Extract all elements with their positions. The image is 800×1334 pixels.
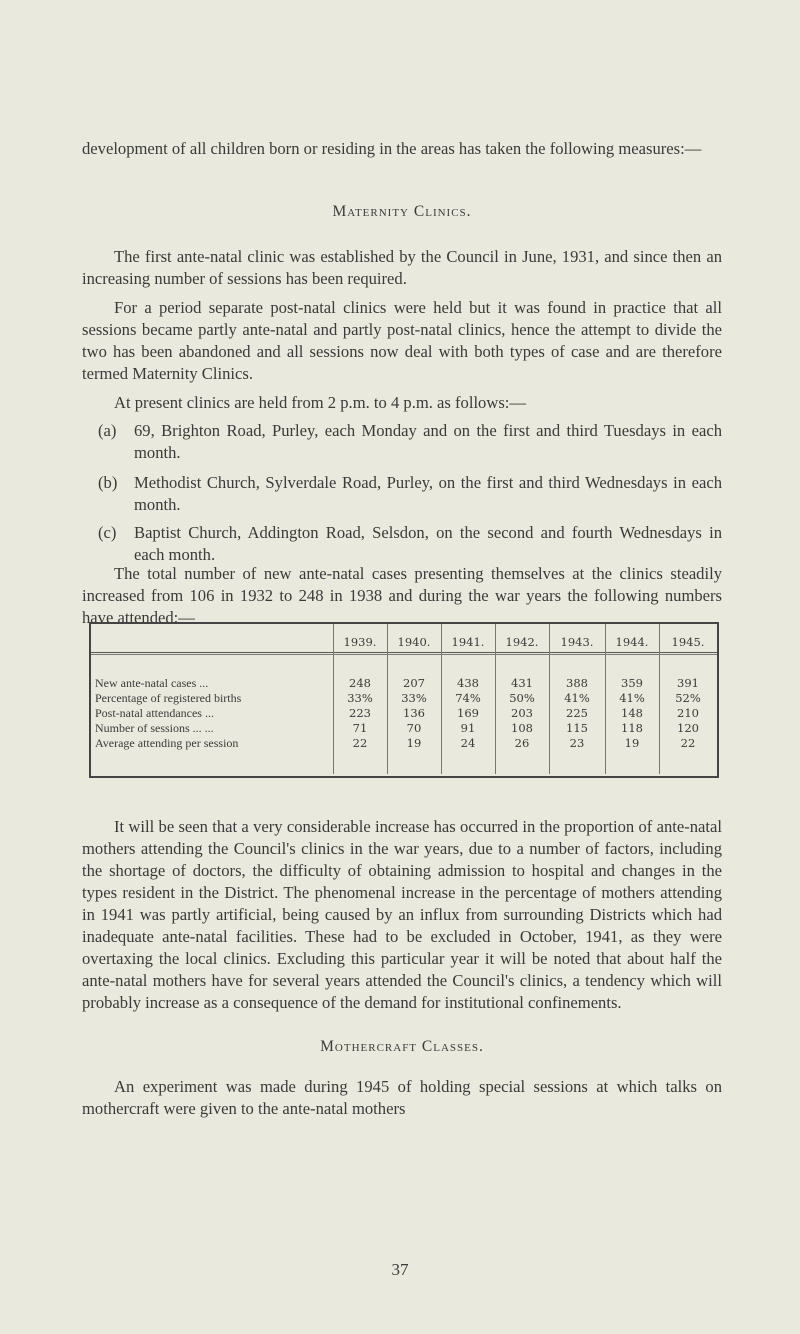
- table-top-rule: [89, 622, 719, 624]
- table-cell: 41%: [619, 691, 645, 705]
- table-cell: 71: [352, 721, 368, 735]
- table-header-rule: [91, 652, 717, 653]
- mothercraft-classes-heading: Mothercraft Classes.: [320, 1038, 484, 1055]
- table-cell: 225: [566, 706, 588, 720]
- table-cell: 431: [511, 676, 533, 690]
- table-cell: 359: [621, 676, 643, 690]
- table-cell: 118: [621, 721, 643, 735]
- table-cell: 70: [406, 721, 422, 735]
- intro-paragraph: development of all children born or residing in the areas has taken the following measures:—: [82, 139, 702, 158]
- row-label-post-natal: Post-natal attendances ...: [95, 706, 214, 720]
- clinic-list-item: [98, 472, 722, 516]
- maternity-clinics-heading: Maternity Clinics.: [332, 203, 472, 220]
- table-cell: 169: [457, 706, 479, 720]
- table-cell: 74%: [455, 691, 481, 705]
- table-cell: 33%: [401, 691, 427, 705]
- clinic-list-item: [98, 522, 722, 566]
- clinic-item-text: Methodist Church, Sylverdale Road, Purley, on the first and third Wednesdays in each month.: [134, 473, 722, 514]
- paragraph-clinic-times: At present clinics are held from 2 p.m. to 4 p.m. as follows:—: [114, 393, 526, 412]
- table-cell: 388: [566, 676, 588, 690]
- table-cell: 26: [514, 736, 530, 750]
- table-cell: 391: [677, 676, 699, 690]
- clinic-item-label: (b): [98, 473, 118, 492]
- table-cell: 33%: [347, 691, 373, 705]
- table-cell: 19: [406, 736, 422, 750]
- table-cell: 108: [511, 721, 533, 735]
- year-header: 1941.: [451, 635, 485, 649]
- table-cell: 22: [352, 736, 368, 750]
- table-bottom-rule: [89, 776, 719, 778]
- table-cell: 148: [621, 706, 643, 720]
- attendance-table: [89, 622, 719, 778]
- table-cell: 438: [457, 676, 479, 690]
- table-cell: 50%: [509, 691, 535, 705]
- paragraph-mothercraft: An experiment was made during 1945 of holding special sessions at which talks on mothercraft were given to the ante-natal mothers: [82, 1077, 722, 1118]
- table-cell: 207: [403, 676, 425, 690]
- year-header: 1942.: [505, 635, 539, 649]
- row-label-average: Average attending per session: [95, 736, 239, 750]
- table-cell: 203: [511, 706, 533, 720]
- row-label-percentage: Percentage of registered births: [95, 691, 242, 705]
- clinic-item-text: Baptist Church, Addington Road, Selsdon, on the second and fourth Wednesdays in each month.: [134, 523, 722, 564]
- year-header: 1939.: [343, 635, 377, 649]
- year-header: 1940.: [397, 635, 431, 649]
- table-cell: 24: [460, 736, 476, 750]
- paragraph-increase-discussion: It will be seen that a very considerable increase has occurred in the proportion of ante-natal mothers attending the Council's clinics in the war years, due to a number of factors, including the shortage of doctors, the difficulty of obtaining admission to hospital and changes in the types resident in the District. The phenomenal increase in the percentage of mothers attending in 1941 was partly artificial, being caused by an influx from surrounding Districts which had inadequate ante-natal facilities. These had to be excluded in October, 1941, as they were overtaxing the local clinics. Excluding this particular year it will be noted that about half the ante-natal mothers have for several years attended the Council's clinics, a tendency which will probably increase as a consequence of the demand for institutional confinements.: [82, 817, 722, 1012]
- table-cell: 120: [677, 721, 699, 735]
- year-header: 1945.: [671, 635, 705, 649]
- table-cell: 41%: [564, 691, 590, 705]
- paragraph-new-cases: The total number of new ante-natal cases presenting themselves at the clinics steadily increased from 106 in 1932 to 248 in 1938 and during the war years the following numbers have attended:—: [82, 564, 722, 627]
- row-label-sessions: Number of sessions ... ...: [95, 721, 214, 735]
- table-cell: 223: [349, 706, 371, 720]
- paragraph-post-natal: For a period separate post-natal clinics were held but it was found in practice that all sessions became partly ante-natal and partly post-natal clinics, hence the attempt to divide the two has been abandoned and all sessions now deal with both types of case and are therefore termed Maternity Clinics.: [82, 298, 722, 383]
- clinic-item-text: 69, Brighton Road, Purley, each Monday and on the first and third Tuesdays in each month.: [134, 421, 722, 462]
- table-header-rule: [91, 654, 717, 655]
- table-cell: 136: [403, 706, 425, 720]
- table-cell: 19: [624, 736, 640, 750]
- clinic-item-label: (a): [98, 421, 117, 440]
- clinic-list-item: [98, 420, 722, 464]
- table-cell: 22: [680, 736, 696, 750]
- table-cell: 23: [569, 736, 585, 750]
- table-cell: 210: [677, 706, 699, 720]
- table-cell: 115: [566, 721, 588, 735]
- table-cell: 91: [460, 721, 476, 735]
- page-number: 37: [391, 1260, 409, 1279]
- paragraph-first-clinic: The first ante-natal clinic was established by the Council in June, 1931, and since then an increasing number of sessions has been required.: [82, 247, 722, 288]
- table-cell: 248: [349, 676, 371, 690]
- row-label-new-cases: New ante-natal cases ...: [95, 676, 209, 690]
- table-cell: 52%: [675, 691, 701, 705]
- clinic-item-label: (c): [98, 523, 117, 542]
- year-header: 1943.: [560, 635, 594, 649]
- year-header: 1944.: [615, 635, 649, 649]
